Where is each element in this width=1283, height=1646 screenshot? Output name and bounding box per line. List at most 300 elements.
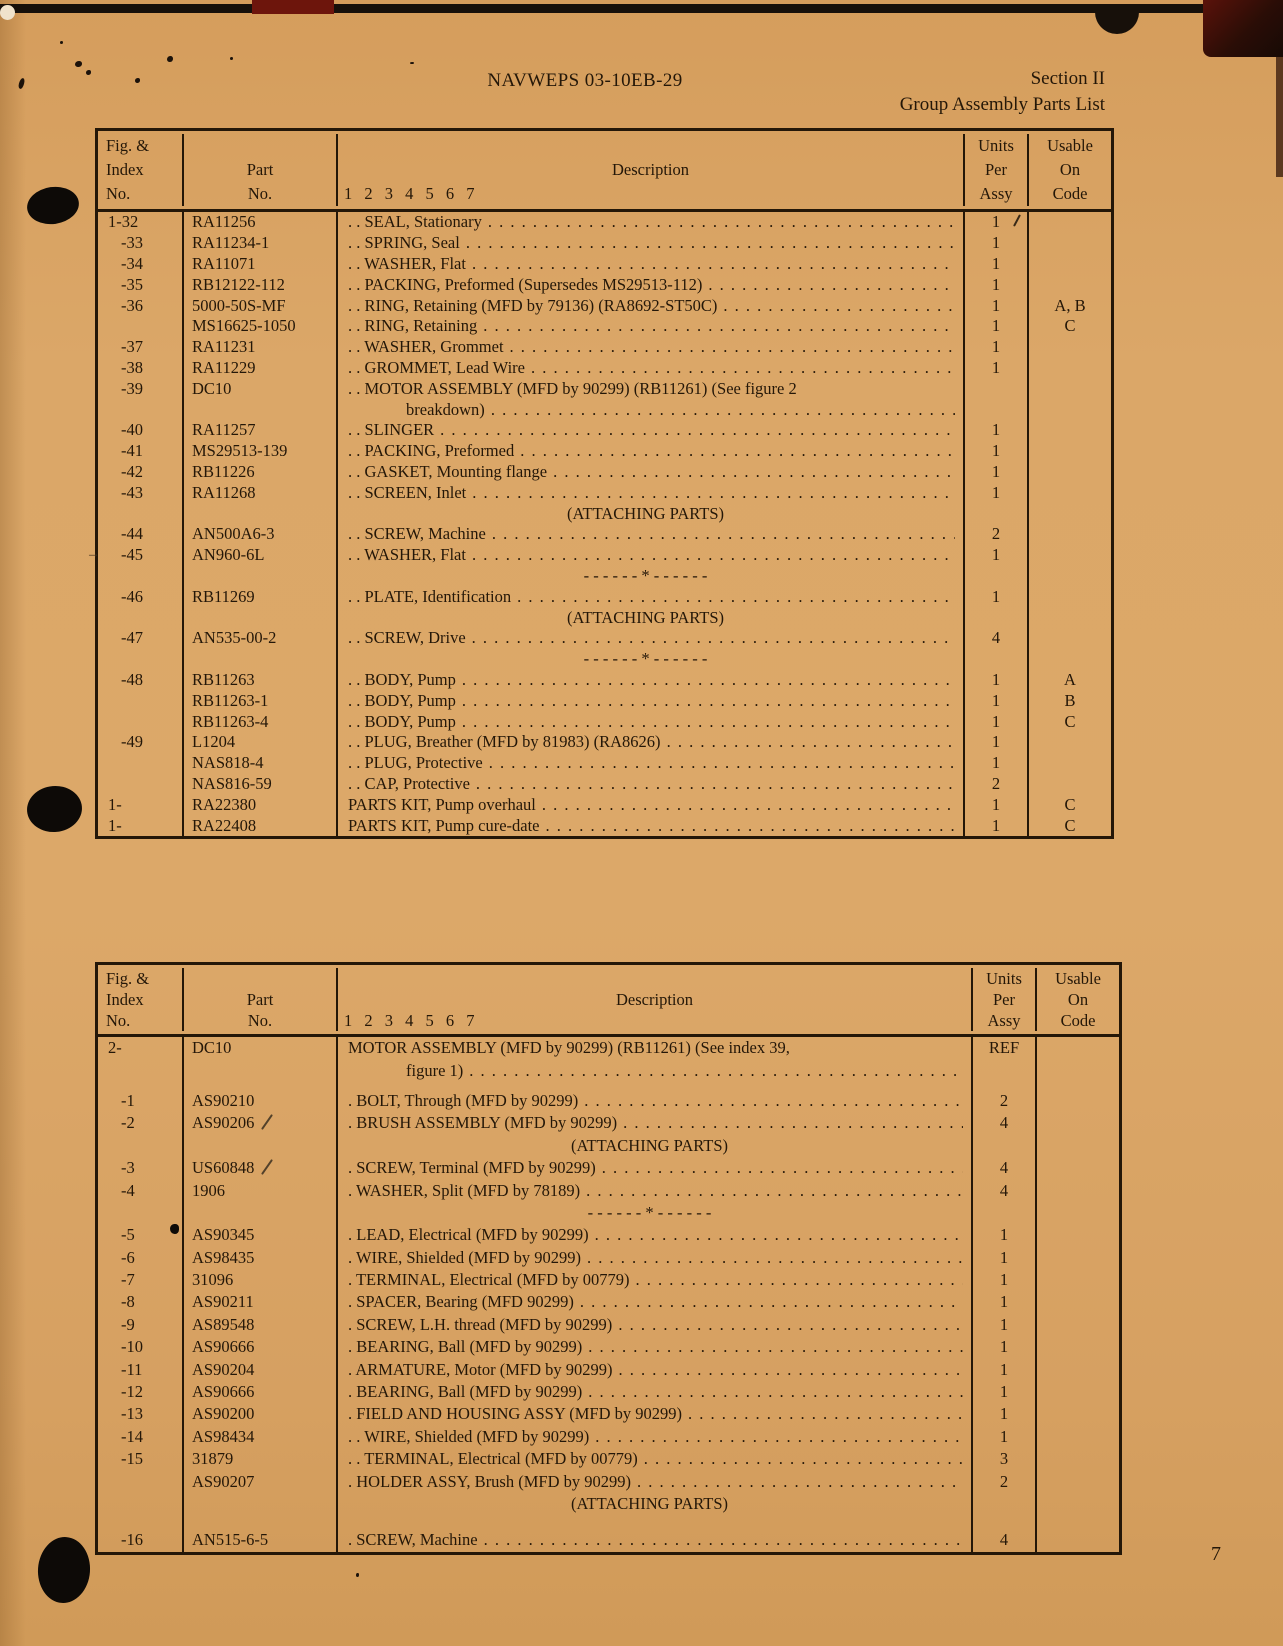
- header-line: Usable: [1055, 969, 1101, 988]
- usable-code-cell: [1027, 295, 1111, 316]
- text: figure 1): [406, 1060, 464, 1080]
- units-cell: [963, 358, 1027, 379]
- part-no-cell: [182, 378, 336, 399]
- dot-leader: [623, 1113, 963, 1133]
- text: 1: [999, 1426, 1009, 1446]
- usable-code-cell: [1027, 732, 1111, 753]
- description-cell: [336, 794, 963, 815]
- usable-code-cell: [1027, 545, 1111, 566]
- text: . FIELD AND HOUSING ASSY (MFD by 90299): [348, 1404, 682, 1424]
- units-cell: [963, 607, 1027, 628]
- text: -33: [121, 233, 143, 253]
- fig-index-cell: [98, 1135, 182, 1157]
- usable-code-cell: [1027, 503, 1111, 524]
- units-cell: [963, 399, 1027, 420]
- text: -16: [121, 1530, 143, 1550]
- usable-code-cell: [1035, 1037, 1119, 1059]
- usable-code-cell: [1035, 1470, 1119, 1492]
- text: . BRUSH ASSEMBLY (MFD by 90299): [348, 1113, 618, 1133]
- text: . . GASKET, Mounting flange: [348, 461, 548, 481]
- description-cell: [336, 1082, 971, 1090]
- fig-index-cell: [98, 1493, 182, 1515]
- units-cell: [963, 295, 1027, 316]
- text: 1: [991, 586, 1001, 606]
- header-line: Per: [993, 990, 1015, 1009]
- units-cell: [963, 337, 1027, 358]
- table-row: [98, 670, 1111, 691]
- dot-leader: [618, 1360, 963, 1380]
- fig-index-cell: [98, 545, 182, 566]
- part-no-cell: [182, 441, 336, 462]
- usable-code-cell: [1035, 1202, 1119, 1224]
- units-cell: [963, 545, 1027, 566]
- usable-code-cell: [1035, 1112, 1119, 1134]
- text: A: [1064, 669, 1076, 689]
- part-no-cell: [182, 1291, 336, 1313]
- dot-leader: [553, 462, 955, 482]
- text: A, B: [1054, 295, 1086, 315]
- usable-code-cell: [1035, 1090, 1119, 1112]
- text: -2: [121, 1113, 135, 1133]
- units-cell: [963, 732, 1027, 753]
- dot-leader: [595, 1225, 963, 1245]
- part-no-cell: [182, 1493, 336, 1515]
- part-no-cell: [182, 1090, 336, 1112]
- text: . BOLT, Through (MFD by 90299): [348, 1090, 579, 1110]
- usable-code-cell: [1027, 337, 1111, 358]
- fig-index-cell: [98, 1037, 182, 1059]
- usable-code-cell: [1027, 254, 1111, 275]
- fig-index-cell: [98, 1529, 182, 1551]
- fig-index-cell: [98, 233, 182, 254]
- fig-index-cell: [98, 1157, 182, 1179]
- usable-code-cell: [1035, 1403, 1119, 1425]
- units-cell: [963, 794, 1027, 815]
- dot-leader: [542, 795, 955, 815]
- text: 1: [991, 753, 1001, 773]
- dot-leader: [580, 1292, 963, 1312]
- units-cell: [963, 524, 1027, 545]
- usable-code-cell: [1027, 815, 1111, 836]
- usable-code-cell: [1027, 378, 1111, 399]
- part-no-cell: [182, 1426, 336, 1448]
- text: 1: [999, 1247, 1009, 1267]
- header-line: Index: [106, 160, 144, 179]
- header-line: 1 2 3 4 5 6 7: [344, 1011, 479, 1030]
- table-row: [86, 545, 1111, 566]
- text: 2: [991, 773, 1001, 793]
- table-row: [98, 337, 1111, 358]
- text: -11: [121, 1359, 143, 1379]
- fig-index-cell: [98, 1082, 182, 1090]
- table-row: [98, 482, 1111, 503]
- text: 1: [999, 1270, 1009, 1290]
- table-row: [98, 441, 1111, 462]
- description-cell: [336, 1157, 971, 1179]
- text: AS90345: [192, 1225, 255, 1245]
- text: 1: [991, 690, 1001, 710]
- parts-list-table-figure2: [95, 962, 1122, 1555]
- text: . . SEAL, Stationary: [348, 212, 482, 232]
- header-line: Code: [1052, 184, 1088, 203]
- units-cell: [963, 753, 1027, 774]
- header-line: Units: [986, 969, 1022, 988]
- usable-code-cell: [1027, 690, 1111, 711]
- description-cell: [336, 274, 963, 295]
- text: AN535-00-2: [192, 628, 277, 648]
- fig-index-cell: [98, 1426, 182, 1448]
- text: -46: [121, 586, 143, 606]
- dot-leader: [488, 212, 955, 232]
- units-cell: [971, 1291, 1035, 1313]
- usable-code-cell: [1027, 399, 1111, 420]
- text: - - - - - - * - - - - - -: [583, 565, 708, 585]
- units-cell: [963, 212, 1027, 233]
- doc-number: NAVWEPS 03-10EB-29: [487, 70, 683, 91]
- table-row: [98, 628, 1111, 649]
- description-header: [336, 134, 963, 206]
- fig-index-cell: [98, 753, 182, 774]
- fig-index-cell: [98, 586, 182, 607]
- fig-index-cell: [98, 524, 182, 545]
- text: . . SPRING, Seal: [348, 233, 460, 253]
- table-row: [98, 732, 1111, 753]
- description-cell: [336, 1135, 971, 1157]
- fig-index-cell: [98, 1269, 182, 1291]
- description-cell: [336, 732, 963, 753]
- fig-index-cell: [98, 1448, 182, 1470]
- fig-index-cell: [98, 378, 182, 399]
- text: US60848: [192, 1158, 255, 1178]
- description-cell: [336, 441, 963, 462]
- text: RB11269: [192, 586, 255, 606]
- text: C: [1064, 794, 1076, 814]
- table-row: [98, 607, 1111, 628]
- dot-leader: [588, 1337, 963, 1357]
- part-no-cell: [182, 586, 336, 607]
- text: 1: [999, 1382, 1009, 1402]
- part-no-cell: [182, 358, 336, 379]
- text: 1: [999, 1314, 1009, 1334]
- fig-index-cell: [98, 1515, 182, 1529]
- fig-index-cell: [98, 358, 182, 379]
- fig-index-cell: [98, 482, 182, 503]
- table-row: [98, 794, 1111, 815]
- text: . . CAP, Protective: [348, 773, 470, 793]
- units-cell: [963, 566, 1027, 587]
- text: -37: [121, 337, 143, 357]
- ink-speck: [410, 62, 414, 64]
- fig-index-cell: [98, 399, 182, 420]
- usable-code-cell: [1027, 212, 1111, 233]
- text: RA11256: [192, 212, 256, 232]
- text: . . SLINGER: [348, 420, 435, 440]
- usable-code-cell: [1027, 711, 1111, 732]
- text: 1: [991, 253, 1001, 273]
- text: . . WASHER, Grommet: [348, 337, 504, 357]
- description-cell: [336, 815, 963, 836]
- text: . SCREW, L.H. thread (MFD by 90299): [348, 1314, 613, 1334]
- text: AS90210: [192, 1090, 255, 1110]
- part-no-cell: [182, 774, 336, 795]
- text: -1: [121, 1090, 135, 1110]
- usable-code-cell: [1035, 1157, 1119, 1179]
- text: -10: [121, 1337, 143, 1357]
- usable-code-cell: [1027, 524, 1111, 545]
- units-cell: [971, 1358, 1035, 1380]
- part-no-header: [182, 968, 336, 1031]
- right-edge-shadow: [1276, 57, 1283, 177]
- page-number: 7: [1211, 1543, 1221, 1565]
- description-cell: [336, 1515, 971, 1529]
- dot-leader: [472, 545, 955, 565]
- text: - - - - - - * - - - - - -: [587, 1202, 712, 1222]
- usable-code-cell: [1027, 774, 1111, 795]
- description-cell: [336, 462, 963, 483]
- text: 1: [991, 357, 1001, 377]
- description-cell: [336, 711, 963, 732]
- units-cell: [963, 233, 1027, 254]
- part-no-cell: [182, 212, 336, 233]
- text: . TERMINAL, Electrical (MFD by 00779): [348, 1270, 630, 1290]
- fig-index-cell: [98, 462, 182, 483]
- units-cell: [971, 1059, 1035, 1081]
- fig-index-cell: [98, 295, 182, 316]
- dot-leader: [531, 358, 955, 378]
- usable-code-cell: [1027, 462, 1111, 483]
- ink-speck: [167, 56, 173, 62]
- section-title: Section II: [1030, 68, 1105, 89]
- text: -44: [121, 524, 143, 544]
- text: 4: [999, 1113, 1009, 1133]
- text: C: [1064, 316, 1076, 336]
- text: -35: [121, 274, 143, 294]
- text: -38: [121, 357, 143, 377]
- table-row: [98, 254, 1111, 275]
- dot-leader: [492, 524, 955, 544]
- text: RB11226: [192, 461, 255, 481]
- part-no-cell: [182, 1082, 336, 1090]
- section-subtitle: Group Assembly Parts List: [899, 94, 1105, 115]
- table-row: [98, 1157, 1119, 1179]
- text: (ATTACHING PARTS): [570, 1494, 729, 1513]
- table-row: [98, 1059, 1119, 1081]
- header-line: Part: [246, 160, 274, 179]
- pencil-tick-mark: [1013, 214, 1021, 226]
- top-edge-bar: [0, 4, 1283, 13]
- fig-index-cell: [98, 1202, 182, 1224]
- text: -4: [121, 1180, 135, 1200]
- text: 1: [999, 1225, 1009, 1245]
- part-no-cell: [182, 254, 336, 275]
- part-no-cell: [182, 794, 336, 815]
- fig-index-cell: [98, 1358, 182, 1380]
- dot-leader: [491, 400, 955, 420]
- units-cell: [971, 1179, 1035, 1201]
- part-no-cell: [182, 295, 336, 316]
- description-cell: [336, 358, 963, 379]
- dot-leader: [462, 691, 955, 711]
- ink-speck: [230, 57, 233, 60]
- table-row: [98, 586, 1111, 607]
- header-line: [190, 134, 330, 158]
- dot-leader: [469, 1061, 963, 1081]
- description-cell: [336, 337, 963, 358]
- dot-leader: [637, 1472, 963, 1492]
- fig-index-cell: [98, 1403, 182, 1425]
- units-cell: [971, 1314, 1035, 1336]
- text: -36: [121, 295, 143, 315]
- text: . . PLUG, Breather (MFD by 81983) (RA8626): [348, 732, 661, 752]
- text: . . PLATE, Identification: [348, 586, 512, 606]
- units-cell: [971, 1381, 1035, 1403]
- text: -34: [121, 253, 143, 273]
- text: -42: [121, 461, 143, 481]
- dot-leader: [688, 1404, 963, 1424]
- fig-index-cell: [98, 1059, 182, 1081]
- part-no-cell: [182, 815, 336, 836]
- usable-code-cell: [1027, 420, 1111, 441]
- text: 1: [991, 461, 1001, 481]
- units-cell: [971, 1493, 1035, 1515]
- table-row: [98, 1037, 1119, 1059]
- text: 1: [999, 1359, 1009, 1379]
- text: . WASHER, Split (MFD by 78189): [348, 1180, 581, 1200]
- text: -49: [121, 732, 143, 752]
- description-cell: [336, 503, 963, 524]
- part-no-cell: [182, 566, 336, 587]
- table-row: [98, 1082, 1119, 1090]
- part-no-cell: [182, 399, 336, 420]
- table-row: [98, 815, 1111, 836]
- part-no-cell: [182, 1529, 336, 1551]
- description-cell: [336, 774, 963, 795]
- text: . SPACER, Bearing (MFD 90299): [348, 1292, 574, 1312]
- part-no-cell: [182, 1314, 336, 1336]
- table-row: [98, 1090, 1119, 1112]
- description-cell: [336, 1112, 971, 1134]
- fig-index-cell: [98, 774, 182, 795]
- table-row: [98, 1314, 1119, 1336]
- part-no-cell: [182, 1157, 336, 1179]
- text: DC10: [192, 1038, 232, 1058]
- text: 1: [991, 274, 1001, 294]
- text: . WIRE, Shielded (MFD by 90299): [348, 1247, 581, 1267]
- units-cell: [963, 586, 1027, 607]
- part-no-cell: [182, 607, 336, 628]
- header-line: No.: [247, 184, 273, 203]
- usable-code-cell: [1027, 358, 1111, 379]
- dot-leader: [595, 1427, 963, 1447]
- header-line: Usable: [1047, 136, 1093, 155]
- units-cell: [971, 1224, 1035, 1246]
- usable-code-cell: [1035, 1269, 1119, 1291]
- description-cell: [336, 1202, 971, 1224]
- text: AS89548: [192, 1314, 255, 1334]
- units-per-assy-header: [971, 968, 1035, 1031]
- units-cell: [963, 420, 1027, 441]
- text: DC10: [192, 378, 232, 398]
- description-cell: [336, 212, 963, 233]
- units-per-assy-header: [963, 134, 1027, 206]
- table-row: [98, 1224, 1119, 1246]
- dot-leader: [618, 1315, 963, 1335]
- dot-leader: [587, 1248, 963, 1268]
- text: breakdown): [406, 399, 485, 419]
- description-cell: [336, 1470, 971, 1492]
- text: 1: [991, 441, 1001, 461]
- fig-index-cell: [98, 1336, 182, 1358]
- part-no-cell: [182, 628, 336, 649]
- dot-leader: [584, 1091, 963, 1111]
- top-right-corner-shadow: [1203, 0, 1283, 57]
- table-row: [98, 524, 1111, 545]
- dot-leader: [462, 712, 955, 732]
- description-cell: [336, 753, 963, 774]
- text: AS90211: [192, 1292, 254, 1312]
- part-no-cell: [182, 337, 336, 358]
- table-row: [98, 274, 1111, 295]
- text: - - - - - - * - - - - - -: [583, 649, 708, 669]
- description-cell: [336, 1358, 971, 1380]
- description-cell: [336, 566, 963, 587]
- units-cell: [971, 1470, 1035, 1492]
- units-cell: [971, 1448, 1035, 1470]
- table-row: [98, 774, 1111, 795]
- part-no-cell: [182, 482, 336, 503]
- header-line: Per: [985, 160, 1007, 179]
- text: 1906: [192, 1180, 225, 1200]
- header-line: Code: [1060, 1011, 1096, 1030]
- units-cell: [971, 1202, 1035, 1224]
- text: AS90666: [192, 1337, 255, 1357]
- description-cell: [336, 1090, 971, 1112]
- units-cell: [971, 1082, 1035, 1090]
- fig-index-cell: [98, 649, 182, 670]
- dot-leader: [466, 233, 955, 253]
- text: . . PACKING, Preformed (Supersedes MS29513-112): [348, 274, 703, 294]
- pencil-dot-mark: [170, 1224, 179, 1234]
- usable-code-cell: [1027, 794, 1111, 815]
- text: -7: [121, 1270, 135, 1290]
- dot-leader: [510, 337, 955, 357]
- text: . BEARING, Ball (MFD by 90299): [348, 1337, 583, 1357]
- part-no-cell: [182, 274, 336, 295]
- table-row: [98, 503, 1111, 524]
- text: -15: [121, 1449, 143, 1469]
- text: -39: [121, 378, 143, 398]
- text: AS90206: [192, 1113, 255, 1133]
- text: 1: [991, 669, 1001, 689]
- units-cell: [971, 1336, 1035, 1358]
- text: PARTS KIT, Pump overhaul: [348, 794, 536, 814]
- description-cell: [336, 1291, 971, 1313]
- handwritten-arrow-mark: →: [86, 546, 100, 562]
- units-cell: [963, 503, 1027, 524]
- table-row: [98, 1448, 1119, 1470]
- dot-leader: [586, 1181, 963, 1201]
- text: RA11268: [192, 482, 256, 502]
- text: -43: [121, 482, 143, 502]
- header-line: Fig. &: [106, 136, 150, 155]
- header-line: [344, 134, 957, 158]
- dot-leader: [546, 816, 956, 836]
- table-body: [86, 212, 1111, 836]
- text: . . SCREW, Drive: [348, 628, 466, 648]
- text: . . MOTOR ASSEMBLY (MFD by 90299) (RB11261) (See figure 2: [348, 378, 797, 398]
- text: L1204: [192, 732, 236, 752]
- part-no-cell: [182, 1269, 336, 1291]
